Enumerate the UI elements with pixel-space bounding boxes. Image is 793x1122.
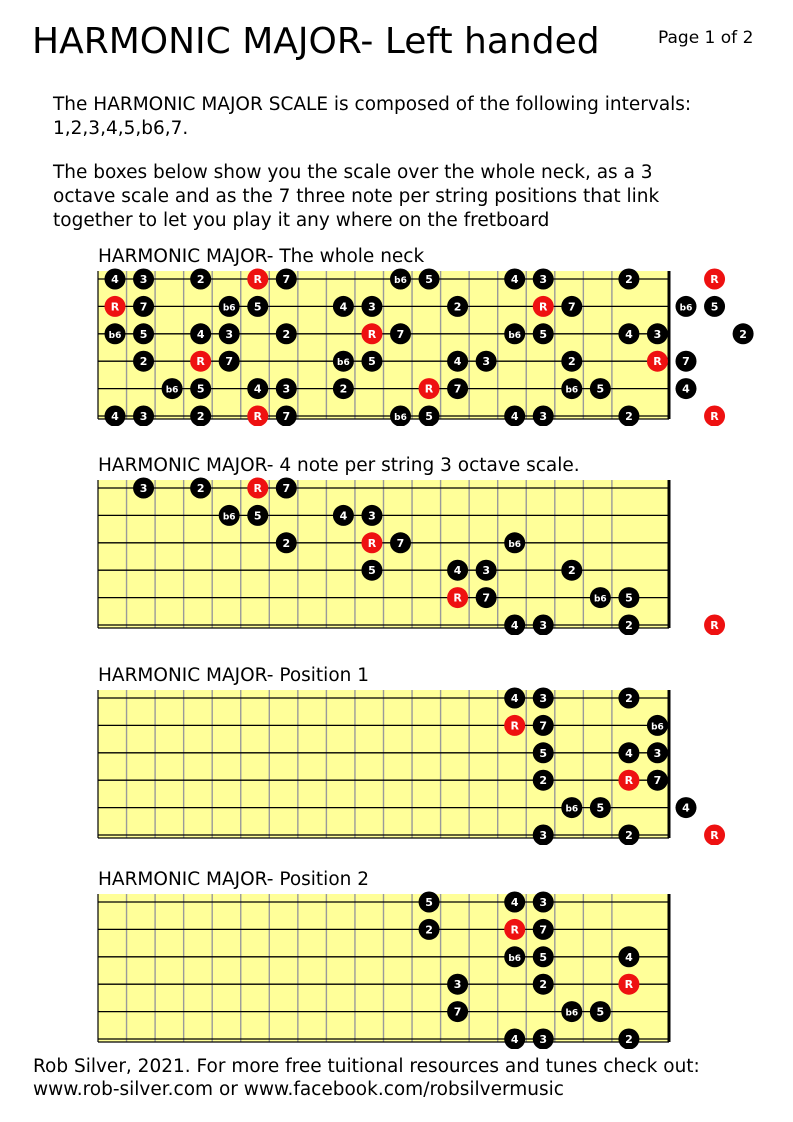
note-label: 2	[625, 1033, 633, 1046]
note-label: 2	[625, 619, 633, 632]
note-label: 3	[653, 327, 662, 341]
note-label: 3	[368, 509, 376, 523]
note-label: R	[367, 536, 377, 550]
note-label: 3	[539, 410, 548, 423]
note-label: 2	[282, 536, 291, 550]
note-label: R	[710, 273, 719, 286]
note-label: R	[710, 410, 719, 423]
note-label: 3	[539, 619, 548, 632]
note-label: 5	[368, 564, 376, 578]
note-label: R	[710, 619, 719, 632]
note-label: 7	[453, 382, 462, 396]
note-label: 3	[139, 482, 148, 495]
note-label: 7	[396, 327, 405, 341]
intro-paragraph-description	[53, 161, 659, 233]
note-label: 2	[453, 300, 462, 314]
note-label: 4	[510, 619, 519, 632]
note-label: 2	[539, 774, 548, 788]
note-label: 3	[225, 327, 234, 341]
note-label: b6	[565, 804, 579, 815]
note-label: R	[424, 382, 434, 396]
note-label: R	[624, 774, 634, 788]
note-label: 7	[682, 355, 690, 369]
note-label: 2	[196, 482, 205, 495]
note-label: 4	[453, 564, 462, 578]
note-label: 3	[453, 978, 462, 992]
note-label: 5	[596, 1005, 605, 1019]
note-label: 4	[453, 355, 462, 369]
note-label: 2	[539, 978, 548, 992]
note-label: 7	[282, 410, 291, 423]
diagram-title: HARMONIC MAJOR- Position 1	[98, 665, 370, 686]
note-label: 4	[339, 300, 348, 314]
note-label: 5	[253, 509, 262, 523]
note-label: 7	[282, 273, 291, 286]
note-label: 4	[510, 896, 519, 909]
note-label: 3	[539, 829, 548, 842]
note-label: 2	[625, 410, 633, 423]
note-label: R	[510, 923, 519, 937]
note-label: R	[110, 300, 120, 314]
note-label: 5	[139, 327, 148, 341]
note-label: R	[453, 591, 462, 605]
note-label: b6	[565, 385, 579, 396]
note-label: 7	[139, 300, 148, 314]
note-label: b6	[679, 303, 693, 314]
note-label: 5	[425, 273, 433, 286]
note-label: b6	[108, 330, 122, 341]
note-label: 7	[396, 536, 405, 550]
note-label: 5	[425, 410, 433, 423]
note-label: 7	[539, 923, 548, 937]
note-label: 5	[539, 950, 548, 964]
note-label: R	[253, 273, 262, 286]
note-label: 3	[539, 1033, 548, 1046]
note-label: 4	[625, 950, 633, 964]
note-label: 7	[482, 591, 490, 605]
note-label: 2	[567, 355, 576, 369]
note-label: 2	[196, 410, 205, 423]
diagram-title: HARMONIC MAJOR- The whole neck	[98, 246, 425, 267]
note-label: b6	[394, 276, 407, 286]
note-label: 4	[510, 273, 519, 286]
note-label: b6	[222, 512, 236, 523]
note-label: 5	[596, 382, 605, 396]
note-label: 4	[510, 1033, 519, 1046]
note-label: 5	[710, 300, 719, 314]
note-label: 3	[653, 746, 662, 760]
note-label: 3	[139, 273, 148, 286]
footer	[33, 1055, 700, 1101]
intro-line: 1,2,3,4,5,b6,7.	[53, 118, 189, 139]
note-label: b6	[508, 330, 522, 341]
note-label: b6	[508, 539, 522, 550]
note-label: 3	[282, 382, 291, 396]
note-label: R	[253, 482, 262, 495]
note-label: 4	[253, 382, 262, 396]
note-label: 3	[368, 300, 376, 314]
intro-paragraph-intervals	[53, 93, 691, 141]
note-label: 5	[425, 896, 433, 909]
note-label: 7	[653, 774, 662, 788]
note-label: 4	[625, 327, 633, 341]
note-label: 4	[625, 746, 633, 760]
note-label: 3	[139, 410, 148, 423]
note-label: b6	[165, 385, 179, 396]
note-label: 5	[196, 382, 205, 396]
note-label: 4	[111, 273, 119, 286]
intro-line: octave scale and as the 7 three note per string positions that link	[53, 186, 660, 207]
note-label: 3	[539, 273, 548, 286]
note-label: 7	[539, 719, 548, 733]
note-label: R	[539, 300, 548, 314]
three-octave-fretboard	[0, 455, 793, 635]
note-label: 4	[339, 509, 348, 523]
note-label: b6	[337, 358, 350, 369]
note-label: R	[510, 719, 519, 733]
note-label: 4	[510, 692, 519, 705]
note-label: R	[624, 978, 634, 992]
footer-links: www.rob-silver.com or www.facebook.com/robsilvermusic	[33, 1079, 564, 1100]
diagram-title: HARMONIC MAJOR- 4 note per string 3 octave scale.	[98, 455, 580, 476]
whole-neck-fretboard	[0, 246, 793, 426]
note-label: 5	[625, 591, 633, 605]
note-label: 5	[539, 327, 548, 341]
intro-line: The boxes below show you the scale over the whole neck, as a 3	[53, 162, 653, 183]
note-label: 7	[453, 1005, 462, 1019]
note-label: 3	[539, 896, 548, 909]
note-label: 2	[739, 327, 747, 341]
position-1-fretboard	[0, 665, 793, 845]
note-label: b6	[222, 303, 236, 314]
note-label: 3	[482, 355, 490, 369]
note-label: R	[253, 410, 262, 423]
note-label: 3	[539, 692, 548, 705]
intro-line: together to let you play it any where on the fretboard	[53, 210, 550, 231]
note-label: 2	[625, 692, 633, 705]
position-2-fretboard	[0, 869, 793, 1049]
note-label: 2	[339, 382, 348, 396]
note-label: 5	[253, 300, 262, 314]
note-label: R	[710, 829, 719, 842]
note-label: R	[196, 355, 205, 369]
note-label: 2	[282, 327, 291, 341]
note-label: 7	[567, 300, 576, 314]
note-label: 2	[567, 564, 576, 578]
note-label: 4	[196, 327, 205, 341]
note-label: 4	[510, 410, 519, 423]
note-label: 2	[625, 829, 633, 842]
footer-credit: Rob Silver, 2021. For more free tuitional resources and tunes check out:	[33, 1056, 700, 1077]
note-label: 4	[111, 410, 119, 423]
note-label: 2	[425, 923, 433, 937]
note-label: b6	[394, 413, 407, 423]
note-label: b6	[593, 594, 607, 605]
note-label: 5	[596, 801, 605, 815]
note-label: b6	[508, 953, 522, 964]
note-label: 7	[282, 482, 291, 495]
note-label: 4	[682, 382, 690, 396]
page-number: Page 1 of 2	[658, 28, 754, 48]
note-label: R	[367, 327, 377, 341]
note-label: 3	[482, 564, 490, 578]
note-label: 7	[225, 355, 234, 369]
page-title: HARMONIC MAJOR- Left handed	[32, 21, 600, 62]
note-label: 5	[539, 746, 548, 760]
diagram-title: HARMONIC MAJOR- Position 2	[98, 869, 370, 890]
note-label: R	[653, 355, 662, 369]
note-label: 5	[368, 355, 376, 369]
note-label: 2	[625, 273, 633, 286]
intro-line: The HARMONIC MAJOR SCALE is composed of the following intervals:	[53, 94, 692, 115]
note-label: 2	[196, 273, 205, 286]
note-label: 2	[139, 355, 148, 369]
note-label: 4	[682, 801, 690, 815]
note-label: b6	[651, 722, 664, 733]
note-label: b6	[565, 1008, 579, 1019]
